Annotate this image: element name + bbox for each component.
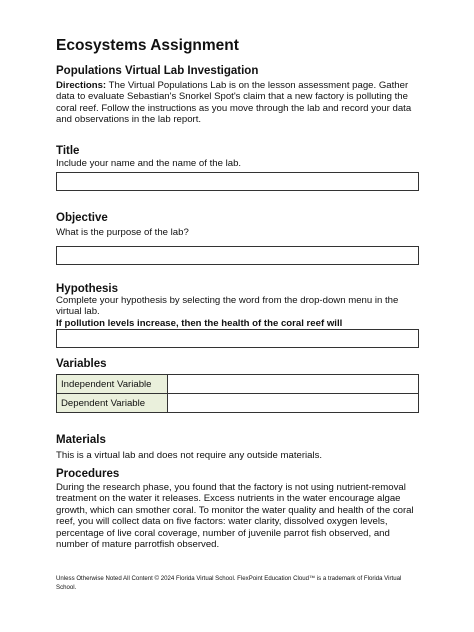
table-row — [57, 394, 419, 413]
title-prompt: Include your name and the name of the lab. — [56, 158, 242, 169]
variables-heading: Variables — [56, 358, 107, 370]
directions-paragraph — [56, 80, 420, 126]
table-row — [57, 375, 419, 394]
page-title: Ecosystems Assignment — [56, 37, 239, 54]
directions-label: Directions: — [56, 80, 107, 91]
dependent-variable-input[interactable] — [168, 394, 419, 413]
independent-variable-label: Independent Variable — [57, 375, 168, 394]
footer-copyright: Unless Otherwise Noted All Content © 2024 Florida Virtual School. FlexPoint Education Cloud™ is a trademark of Florida Virtual School. — [56, 575, 402, 591]
objective-prompt: What is the purpose of the lab? — [56, 227, 189, 238]
independent-variable-input[interactable] — [168, 375, 419, 394]
title-heading: Title — [56, 145, 80, 157]
directions-text: The Virtual Populations Lab is on the lesson assessment page. Gather data to evaluate Sebastian's Snorkel Spot's claim that a new factory is polluting the coral reef. Follow the instructions as you move through the lab and record your data and observations in the lab report. — [56, 80, 412, 126]
procedures-text: During the research phase, you found that the factory is not using nutrient-removal treatment on the water it releases. Excess nutrients in the water encourage algae growth, which can smother coral. To monitor the water quality and health of the coral reef, you will collect data on five factors: water clarity, dissolved oxygen levels, percentage of live coral coverage, number of juvenile parrot fish observed, and number of mature parrotfish observed. — [56, 482, 414, 551]
title-input[interactable] — [56, 172, 419, 191]
materials-heading: Materials — [56, 434, 106, 446]
intro-heading: Populations Virtual Lab Investigation — [56, 65, 259, 77]
hypothesis-statement: If pollution levels increase, then the health of the coral reef will — [56, 318, 343, 329]
objective-input[interactable] — [56, 246, 419, 265]
hypothesis-heading: Hypothesis — [56, 283, 118, 295]
hypothesis-prompt: Complete your hypothesis by selecting the word from the drop-down menu in the virtual lab. — [56, 295, 399, 318]
objective-heading: Objective — [56, 212, 108, 224]
hypothesis-input[interactable] — [56, 329, 419, 348]
materials-text: This is a virtual lab and does not require any outside materials. — [56, 450, 323, 461]
variables-table — [56, 374, 419, 413]
dependent-variable-label: Dependent Variable — [57, 394, 168, 413]
procedures-heading: Procedures — [56, 468, 120, 480]
